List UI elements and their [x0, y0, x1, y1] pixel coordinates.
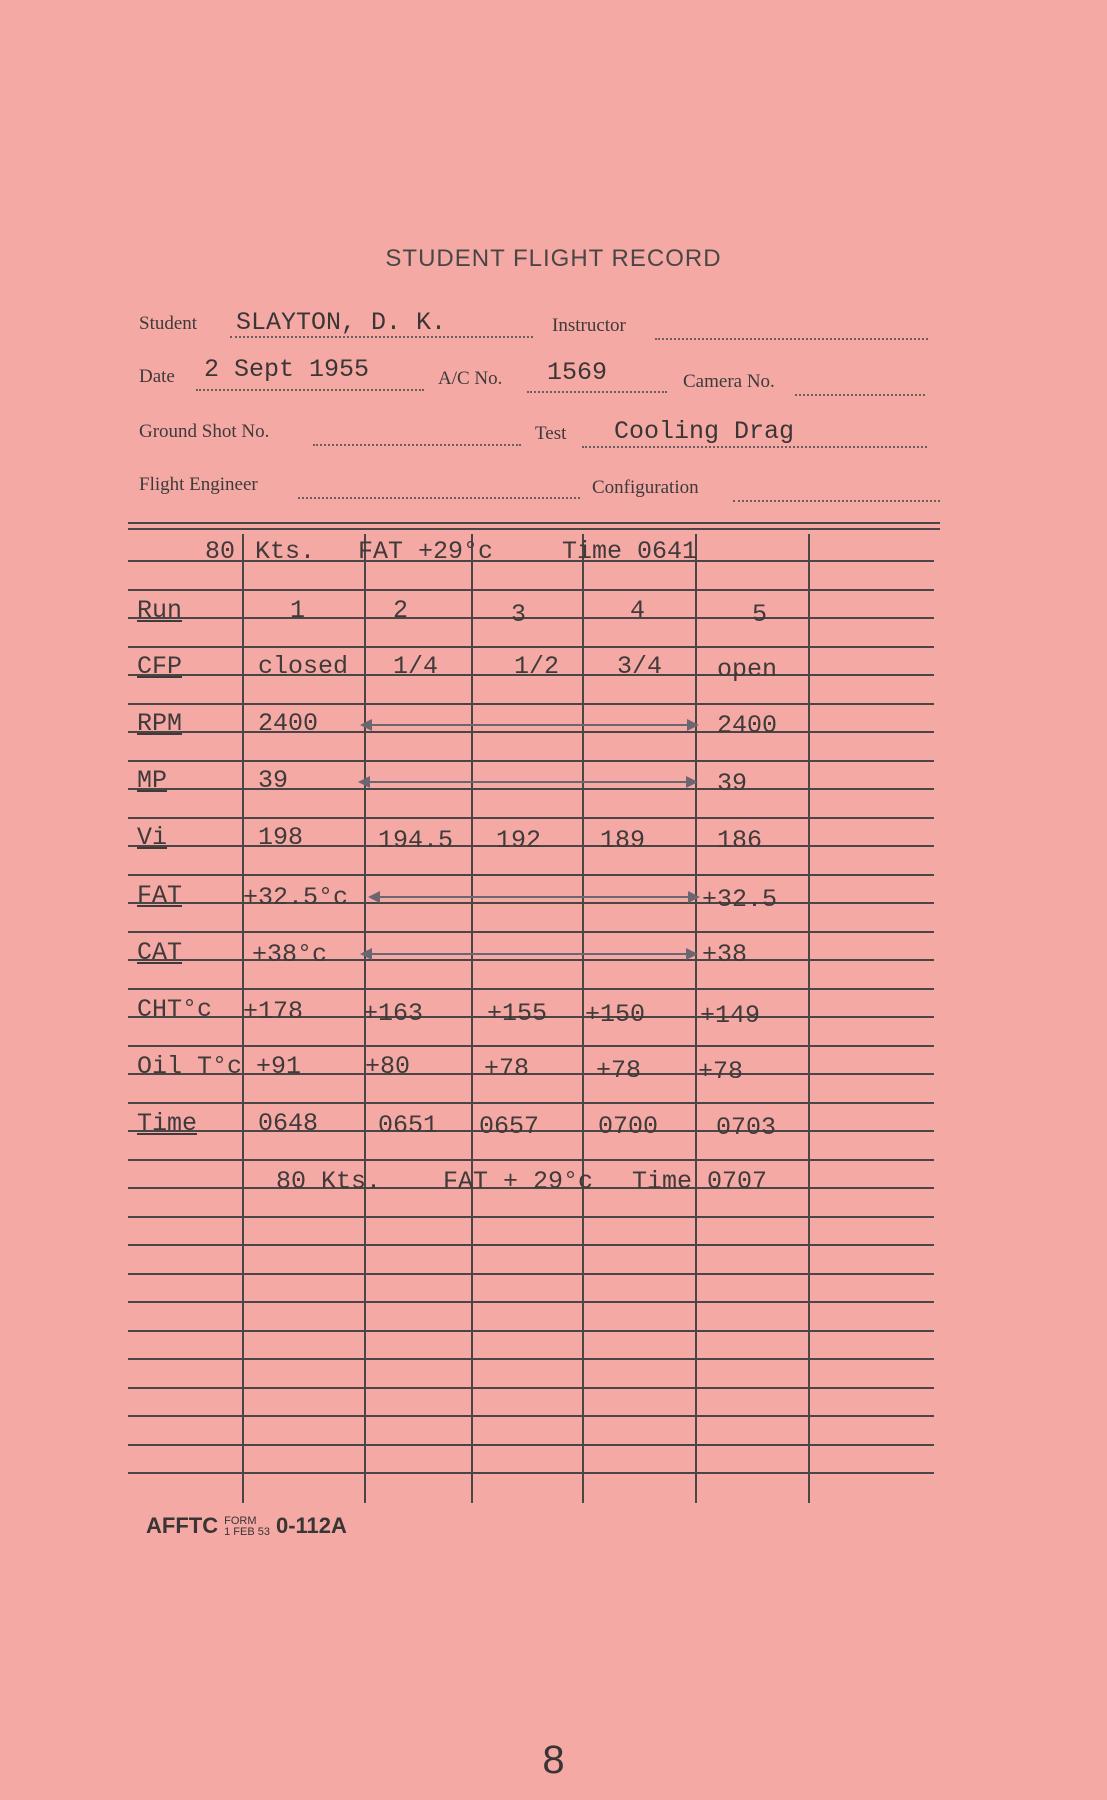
row-cell: 4 [630, 596, 646, 625]
grid-row-rule [128, 1273, 934, 1275]
row-label: MP [137, 766, 168, 795]
row-cell: 5 [752, 600, 768, 629]
row-label: Oil T°c [137, 1052, 243, 1081]
row-label: Time [137, 1109, 198, 1138]
grid-row-rule [128, 589, 934, 591]
row-label: CHT°c [137, 995, 213, 1024]
row-label: RPM [137, 709, 183, 738]
header-speed: 80 [205, 537, 236, 566]
grid-row-rule [128, 817, 934, 819]
grid-row-rule [128, 1159, 934, 1161]
grid-row-rule [128, 1102, 934, 1104]
row-cell: 1/4 [393, 652, 439, 681]
row-cell: closed [258, 652, 349, 681]
row-cell: 0651 [378, 1111, 439, 1140]
ac-value: 1569 [547, 358, 608, 387]
grid-column-rule [808, 534, 810, 1503]
date-label: Date [139, 366, 175, 387]
student-value: SLAYTON, D. K. [236, 308, 447, 337]
row-cell: +149 [700, 1001, 761, 1030]
grid-row-rule [128, 1472, 934, 1474]
form-org: AFFTC [146, 1513, 219, 1538]
form-footer [146, 1513, 347, 1539]
header-fat: FAT +29°c [358, 537, 494, 566]
row-cell: 3/4 [617, 652, 663, 681]
form-small-line-1: FORM [224, 1515, 257, 1528]
grid-row-rule [128, 1073, 934, 1075]
row-cell: +178 [243, 997, 304, 1026]
row-cell: +38 [702, 940, 748, 969]
flight-engineer-label: Flight Engineer [139, 474, 258, 495]
grid-row-rule [128, 874, 934, 876]
fat-constant-arrow [370, 896, 698, 898]
grid-row-rule [128, 959, 934, 961]
row-cell: +32.5 [702, 885, 778, 914]
row-cell: 1/2 [514, 652, 560, 681]
grid-row-rule [128, 731, 934, 733]
test-value: Cooling Drag [614, 417, 795, 446]
grid-row-rule [128, 1244, 934, 1246]
grid-row-rule [128, 1045, 934, 1047]
row-cell: +38°c [252, 940, 328, 969]
rpm-constant-arrow [362, 724, 697, 726]
student-label: Student [139, 313, 198, 334]
grid-row-rule [128, 617, 934, 619]
grid-row-rule [128, 1415, 934, 1417]
row-cell: 2400 [258, 709, 319, 738]
footer-speed: 80 Kts. [276, 1167, 382, 1196]
grid-column-rule [471, 534, 473, 1503]
grid-row-rule [128, 1301, 934, 1303]
row-label: Run [137, 596, 183, 625]
row-cell: 2 [393, 596, 409, 625]
grid-row-rule [128, 988, 934, 990]
row-cell: 39 [717, 769, 748, 798]
configuration-label: Configuration [592, 477, 699, 498]
grid-row-rule [128, 1358, 934, 1360]
row-cell: 3 [511, 600, 527, 629]
grid-row-rule [128, 760, 934, 762]
row-cell: 0703 [716, 1113, 777, 1142]
form-small-line-2: 1 FEB 53 [224, 1526, 270, 1539]
grid-row-rule [128, 703, 934, 705]
row-cell: +78 [596, 1056, 642, 1085]
row-cell: +78 [698, 1057, 744, 1086]
grid-column-rule [695, 534, 697, 1503]
row-cell: +32.5°c [243, 883, 349, 912]
grid-row-rule [128, 1216, 934, 1218]
row-label: FAT [137, 881, 183, 910]
row-cell: 198 [258, 823, 304, 852]
row-cell: +80 [365, 1052, 411, 1081]
grid-row-rule [128, 1444, 934, 1446]
grid-row-rule [128, 931, 934, 933]
header-kts: Kts. [255, 537, 316, 566]
row-cell: +155 [487, 999, 548, 1028]
row-cell: +163 [363, 999, 424, 1028]
row-label: CAT [137, 938, 183, 967]
grid-row-rule [128, 1330, 934, 1332]
grid-top-rule [128, 522, 940, 524]
row-label: Vi [137, 823, 168, 852]
form-number: 0-112A [275, 1513, 347, 1538]
row-cell: +91 [256, 1052, 302, 1081]
row-label: CFP [137, 652, 183, 681]
row-cell: 0700 [598, 1112, 659, 1141]
row-cell: 1 [290, 596, 306, 625]
row-cell: 0648 [258, 1109, 319, 1138]
form-title: STUDENT FLIGHT RECORD [385, 245, 722, 272]
footer-time: Time 0707 [632, 1167, 768, 1196]
grid-row-rule [128, 1387, 934, 1389]
footer-fat: FAT + 29°c [443, 1167, 594, 1196]
grid-row-rule [128, 560, 934, 562]
grid-row-rule [128, 788, 934, 790]
ground-shot-label: Ground Shot No. [139, 421, 270, 442]
camera-label: Camera No. [683, 371, 775, 392]
ac-label: A/C No. [438, 368, 503, 389]
header-time: Time 0641 [562, 537, 698, 566]
mp-constant-arrow [360, 781, 696, 783]
row-cell: 194.5 [378, 826, 454, 855]
row-cell: 2400 [717, 711, 778, 740]
page-number: 8 [542, 1738, 565, 1782]
row-cell: 186 [717, 826, 763, 855]
row-cell: 189 [600, 826, 646, 855]
test-label: Test [535, 423, 567, 444]
row-cell: +78 [484, 1054, 530, 1083]
row-cell: 0657 [479, 1112, 540, 1141]
instructor-label: Instructor [552, 315, 626, 336]
row-cell: 192 [496, 826, 542, 855]
row-cell: open [717, 655, 778, 684]
row-cell: 39 [258, 766, 289, 795]
grid-top-rule [128, 528, 940, 530]
grid-row-rule [128, 646, 934, 648]
form-small-text [224, 1516, 270, 1538]
row-cell: +150 [585, 1000, 646, 1029]
grid-column-rule [582, 534, 584, 1503]
date-value: 2 Sept 1955 [204, 355, 370, 384]
cat-constant-arrow [362, 953, 696, 955]
